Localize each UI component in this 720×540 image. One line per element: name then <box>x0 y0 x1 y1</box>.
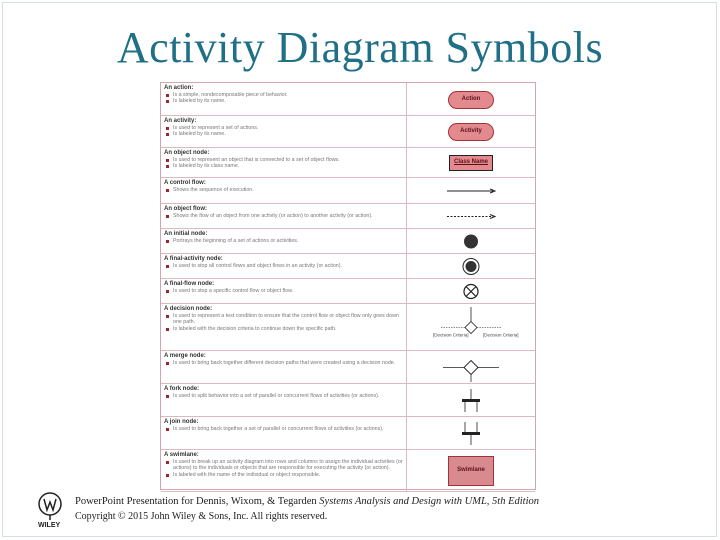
row-description <box>161 229 407 253</box>
row-symbol-cell <box>407 450 535 491</box>
row-title: A final-activity node: <box>164 256 223 262</box>
row-symbol-cell <box>407 148 535 177</box>
row-title: A fork node: <box>164 386 200 392</box>
row-bullet: Is used to stop a specific control flow or object flow. <box>164 288 403 294</box>
row-description <box>161 450 407 491</box>
table-row <box>161 204 535 229</box>
join-node-icon <box>407 417 533 450</box>
row-symbol-cell <box>407 178 535 203</box>
row-description <box>161 304 407 350</box>
table-row <box>161 304 535 351</box>
initial-node-icon <box>407 229 533 254</box>
row-symbol-cell <box>407 279 535 303</box>
object-node-symbol: Class Name <box>449 155 493 171</box>
row-bullet: Is used to bring back together a set of parallel or concurrent flows of activities (or actions). <box>164 426 403 432</box>
footer-copyright: Copyright © 2015 John Wiley & Sons, Inc. All rights reserved. <box>75 511 328 522</box>
row-bullet: Is used to represent a test condition to ensure that the control flow or object flow only goes down one path. <box>164 313 403 326</box>
row-bullet: Is used to stop all control flows and object flows in an activity (or action). <box>164 263 403 269</box>
merge-node-icon <box>407 351 533 384</box>
fork-node-icon <box>407 384 533 417</box>
final-activity-node-icon <box>407 254 533 279</box>
object-flow-arrow-icon <box>407 204 533 229</box>
row-title: An object node: <box>164 150 210 156</box>
row-description <box>161 204 407 228</box>
wiley-logo-text: WILEY <box>38 522 61 529</box>
row-description <box>161 279 407 303</box>
row-description <box>161 351 407 383</box>
table-row <box>161 229 535 254</box>
row-description <box>161 254 407 278</box>
decision-node-icon <box>407 304 533 351</box>
table-row <box>161 83 535 116</box>
row-symbol-cell <box>407 351 535 383</box>
row-title: An activity: <box>164 118 197 124</box>
row-description <box>161 417 407 449</box>
row-symbol-cell <box>407 83 535 115</box>
row-description <box>161 116 407 147</box>
row-description <box>161 384 407 416</box>
final-flow-node-icon <box>407 279 533 304</box>
footer-book-title: Systems Analysis and Design with UML, 5th Edition <box>319 496 540 507</box>
table-row <box>161 148 535 178</box>
row-symbol-cell <box>407 116 535 147</box>
row-title: An initial node: <box>164 231 208 237</box>
row-bullet: Is a simple, nondecomposable piece of behavior. <box>164 92 403 98</box>
row-title: A swimlane: <box>164 452 199 458</box>
row-bullet: Is used to break up an activity diagram into rows and columns to assign the individual activities (or actions) to the individuals or objects that are responsible for executing the activity (or action). <box>164 459 403 472</box>
table-row <box>161 178 535 204</box>
table-row <box>161 417 535 450</box>
row-symbol-cell <box>407 254 535 278</box>
decision-guard-right: [Decision Criteria] <box>483 332 519 338</box>
decision-guard-left: [Decision Criteria] <box>433 332 469 338</box>
control-flow-arrow-icon <box>407 178 533 204</box>
activity-symbol: Activity <box>448 123 494 141</box>
slide-title: Activity Diagram Symbols <box>116 23 604 72</box>
row-symbol-cell <box>407 229 535 253</box>
row-title: A final-flow node: <box>164 281 215 287</box>
row-bullet: Is labeled by its name. <box>164 131 403 137</box>
row-bullet: Is used to represent a set of actions. <box>164 125 403 131</box>
row-description <box>161 178 407 203</box>
action-symbol: Action <box>448 91 494 109</box>
footer-credit-line <box>75 496 539 507</box>
row-bullet: Is labeled by its name. <box>164 98 403 104</box>
row-symbol-cell <box>407 384 535 416</box>
row-bullet: Is labeled by its class name. <box>164 163 403 169</box>
footer-credit-prefix: PowerPoint Presentation for Dennis, Wixom, & Tegarden <box>75 496 320 507</box>
row-description <box>161 148 407 177</box>
table-row <box>161 116 535 148</box>
swimlane-symbol: Swimlane <box>448 456 494 486</box>
row-title: A control flow: <box>164 180 206 186</box>
row-bullet: Shows the sequence of execution. <box>164 187 403 193</box>
row-bullet: Is used to bring back together different decision paths that were created using a decision node. <box>164 360 403 366</box>
row-title: An action: <box>164 85 194 91</box>
row-bullet: Portrays the beginning of a set of actions or activities. <box>164 238 403 244</box>
symbols-table <box>160 82 536 490</box>
table-row <box>161 254 535 279</box>
row-bullet: Shows the flow of an object from one activity (or action) to another activity (or action). <box>164 213 403 219</box>
row-symbol-cell <box>407 417 535 449</box>
row-title: A join node: <box>164 419 199 425</box>
table-row <box>161 450 535 492</box>
row-bullet: Is labeled with the name of the individual or object responsible. <box>164 472 403 478</box>
row-symbol-cell <box>407 304 535 350</box>
row-description <box>161 83 407 115</box>
table-row <box>161 384 535 417</box>
row-title: A decision node: <box>164 306 213 312</box>
table-row <box>161 279 535 304</box>
row-symbol-cell <box>407 204 535 228</box>
row-bullet: Is labeled with the decision criteria to continue down the specific path. <box>164 326 403 332</box>
row-title: An object flow: <box>164 206 207 212</box>
table-row <box>161 351 535 384</box>
row-bullet: Is used to represent an object that is connected to a set of object flows. <box>164 157 403 163</box>
row-title: A merge node: <box>164 353 206 359</box>
row-bullet: Is used to split behavior into a set of parallel or concurrent flows of activities (or actions). <box>164 393 403 399</box>
